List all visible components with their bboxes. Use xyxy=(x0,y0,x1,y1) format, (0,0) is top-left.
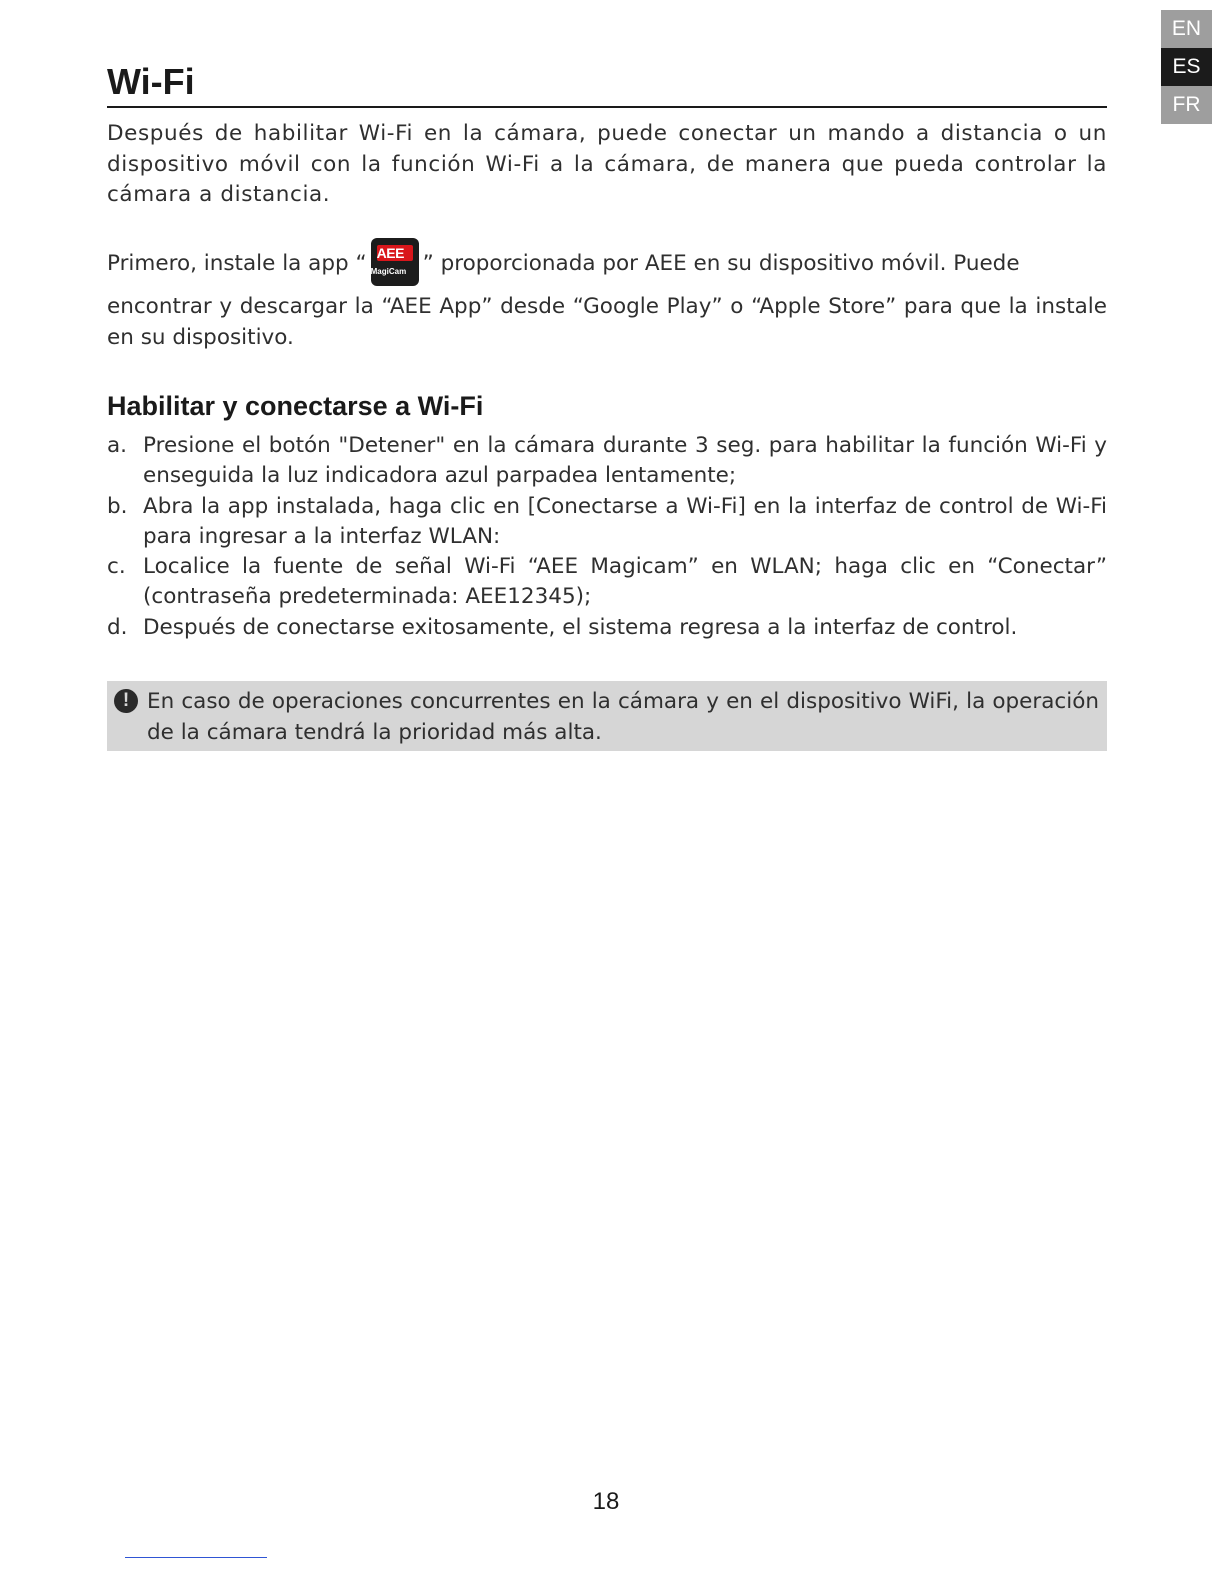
title-divider xyxy=(107,106,1107,108)
step-text: Después de conectarse exitosamente, el sistema regresa a la interfaz de control. xyxy=(143,614,1018,640)
step-text: Abra la app instalada, haga clic en [Conectarse a Wi-Fi] en la interfaz de control de Wi-Fi para ingresar a la interfaz WLAN: xyxy=(143,493,1107,549)
install-text-after-icon: ” proporcionada por AEE en su dispositivo móvil. Puede xyxy=(422,251,1020,276)
step-marker: a. xyxy=(107,433,128,458)
app-icon-logo-text: AEE xyxy=(377,245,413,261)
install-text-before-icon: Primero, instale la app “ xyxy=(107,251,367,276)
step-marker: d. xyxy=(107,614,128,640)
step-text: Localice la fuente de señal Wi-Fi “AEE Magicam” en WLAN; haga clic en “Conectar” (contraseña predeterminada: AEE12345); xyxy=(143,554,1107,610)
language-tab-en[interactable]: EN xyxy=(1161,10,1212,48)
install-paragraph xyxy=(107,240,1107,353)
exclamation-icon: ! xyxy=(114,689,138,713)
language-tabs xyxy=(1161,10,1212,124)
page-title: Wi-Fi xyxy=(107,61,195,102)
list-item xyxy=(107,492,1107,553)
install-text-continuation: encontrar y descargar la “AEE App” desde “Google Play” o “Apple Store” para que la instale en su dispositivo. xyxy=(107,294,1107,350)
footer-divider xyxy=(125,1557,267,1558)
step-text: Presione el botón "Detener" en la cámara durante 3 seg. para habilitar la función Wi-Fi y enseguida la luz indicadora azul parpadea lentamente; xyxy=(143,433,1107,489)
steps-list xyxy=(107,431,1107,643)
language-tab-es[interactable]: ES xyxy=(1161,48,1212,86)
section-heading: Habilitar y conectarse a Wi-Fi xyxy=(107,391,484,421)
language-tab-fr[interactable]: FR xyxy=(1161,86,1212,124)
list-item xyxy=(107,613,1107,643)
list-item xyxy=(107,431,1107,492)
intro-paragraph: Después de habilitar Wi-Fi en la cámara, puede conectar un mando a distancia o un dispositivo móvil con la función Wi-Fi a la cámara, de manera que pueda controlar la cámara a distancia. xyxy=(107,121,1107,207)
step-marker: c. xyxy=(107,554,126,580)
step-marker: b. xyxy=(107,493,128,519)
note-box xyxy=(107,681,1107,751)
page-number: 18 xyxy=(592,1488,620,1515)
aee-magicam-app-icon xyxy=(371,238,419,286)
note-text: En caso de operaciones concurrentes en la cámara y en el dispositivo WiFi, la operación de la cámara tendrá la prioridad más alta. xyxy=(147,689,1099,745)
app-icon-caption: MagiCam xyxy=(370,267,407,276)
list-item xyxy=(107,552,1107,613)
